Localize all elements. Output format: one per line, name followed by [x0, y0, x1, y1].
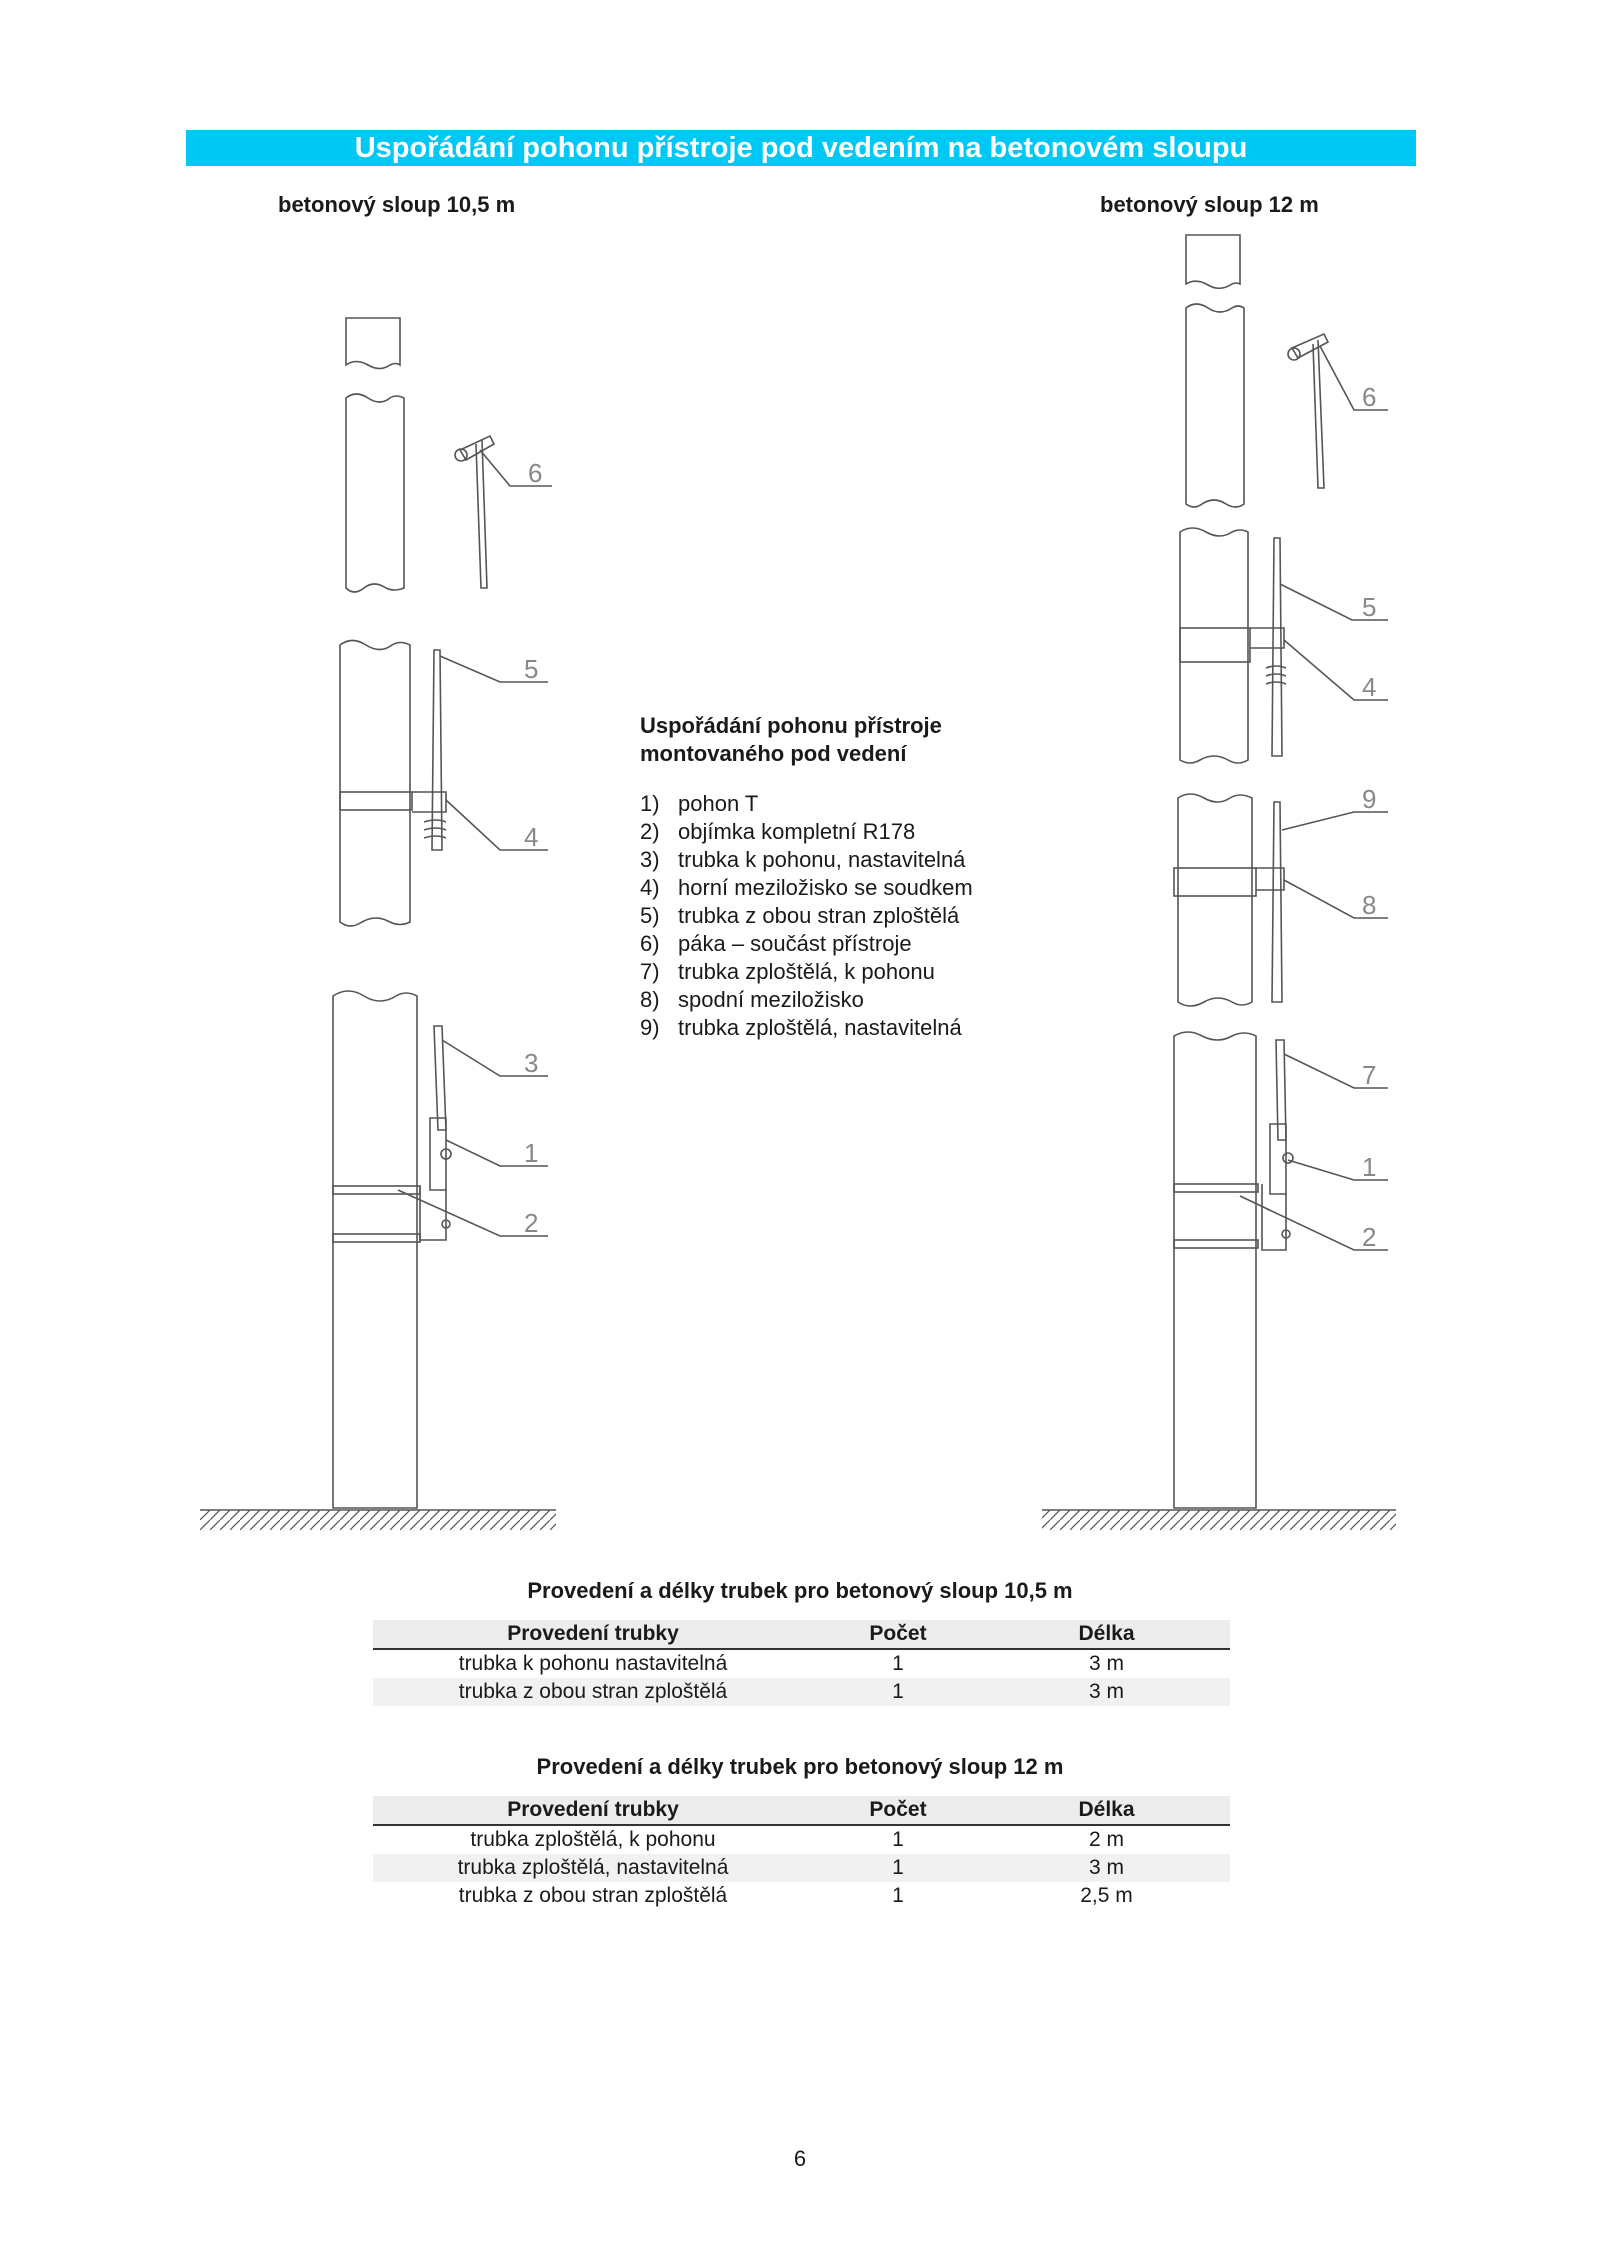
column-header: Délka [983, 1796, 1230, 1825]
table2-caption: Provedení a délky trubek pro betonový sloup 12 m [536, 1754, 1064, 1779]
table-cell: 2 m [1088, 1828, 1124, 1851]
table-cell: 3 m [983, 1854, 1230, 1882]
page-number: 6 [793, 2146, 807, 2171]
callout-left-5: 5 [524, 654, 539, 684]
table1-caption: Provedení a délky trubek pro betonový sloup 10,5 m [527, 1578, 1073, 1603]
callout-right-1: 1 [1362, 1152, 1377, 1182]
legend-item: 5) trubka z obou stran zploštělá [640, 903, 960, 928]
callout-left-4: 4 [524, 822, 539, 852]
table-cell: 1 [813, 1678, 983, 1706]
callout-left-2: 2 [524, 1208, 539, 1238]
table-row [373, 1825, 1230, 1854]
right-pole-heading: betonový sloup 12 m [1100, 192, 1319, 217]
legend-item: 4) horní meziložisko se soudkem [640, 875, 973, 900]
table-cell: trubka zploštělá, nastavitelná [373, 1854, 813, 1882]
column-header: Provedení trubky [373, 1620, 813, 1649]
callout-right-5: 5 [1362, 592, 1377, 622]
table-row [373, 1678, 1230, 1706]
callout-right-8: 8 [1362, 890, 1377, 920]
left-pole-heading: betonový sloup 10,5 m [278, 192, 516, 217]
table-cell: 1 [892, 1884, 904, 1907]
callout-left-3: 3 [524, 1048, 539, 1078]
legend-item: 3) trubka k pohonu, nastavitelná [640, 847, 966, 872]
callout-right-4: 4 [1362, 672, 1377, 702]
table-cell: 3 m [983, 1678, 1230, 1706]
callout-left-6: 6 [528, 458, 543, 488]
table-row [373, 1854, 1230, 1882]
column-header: Provedení trubky [373, 1796, 813, 1825]
table-header-row [373, 1620, 1230, 1649]
callout-left-1: 1 [524, 1138, 539, 1168]
legend-item: 1) pohon T [640, 791, 759, 816]
table-cell: trubka zploštělá, k pohonu [470, 1828, 716, 1851]
callout-right-2: 2 [1362, 1222, 1377, 1252]
callout-right-6: 6 [1362, 382, 1377, 412]
table-cell: trubka z obou stran zploštělá [458, 1884, 728, 1907]
table-row [373, 1882, 1230, 1910]
column-header: Počet [813, 1620, 983, 1649]
legend-list [640, 790, 973, 1042]
legend-item: 7) trubka zploštělá, k pohonu [640, 959, 935, 984]
table-cell: trubka z obou stran zploštělá [373, 1678, 813, 1706]
table1 [373, 1620, 1230, 1706]
legend-title: Uspořádání pohonu přístroje montovaného pod vedení [640, 713, 942, 766]
right-pole [1042, 235, 1396, 1530]
legend-item: 8) spodní meziložisko [640, 987, 864, 1012]
table-row [373, 1649, 1230, 1678]
table-cell: 1 [813, 1854, 983, 1882]
table2 [373, 1796, 1230, 1910]
table-cell: 1 [892, 1652, 904, 1675]
left-pole [200, 318, 556, 1530]
legend-item: 2) objímka kompletní R178 [640, 819, 916, 844]
page-title: Uspořádání pohonu přístroje pod vedením na betonovém sloupu [186, 130, 1416, 166]
column-header: Počet [813, 1796, 983, 1825]
legend-item: 9) trubka zploštělá, nastavitelná [640, 1015, 962, 1040]
column-header: Délka [983, 1620, 1230, 1649]
table-cell: 3 m [1088, 1652, 1124, 1675]
table-cell: trubka k pohonu nastavitelná [458, 1652, 728, 1675]
callout-right-7: 7 [1362, 1060, 1377, 1090]
table-cell: 2,5 m [1080, 1884, 1133, 1907]
table-header-row [373, 1796, 1230, 1825]
parts-legend [640, 712, 973, 1042]
callout-right-9: 9 [1362, 784, 1377, 814]
table-cell: 1 [892, 1828, 904, 1851]
legend-item: 6) páka – součást přístroje [640, 931, 912, 956]
